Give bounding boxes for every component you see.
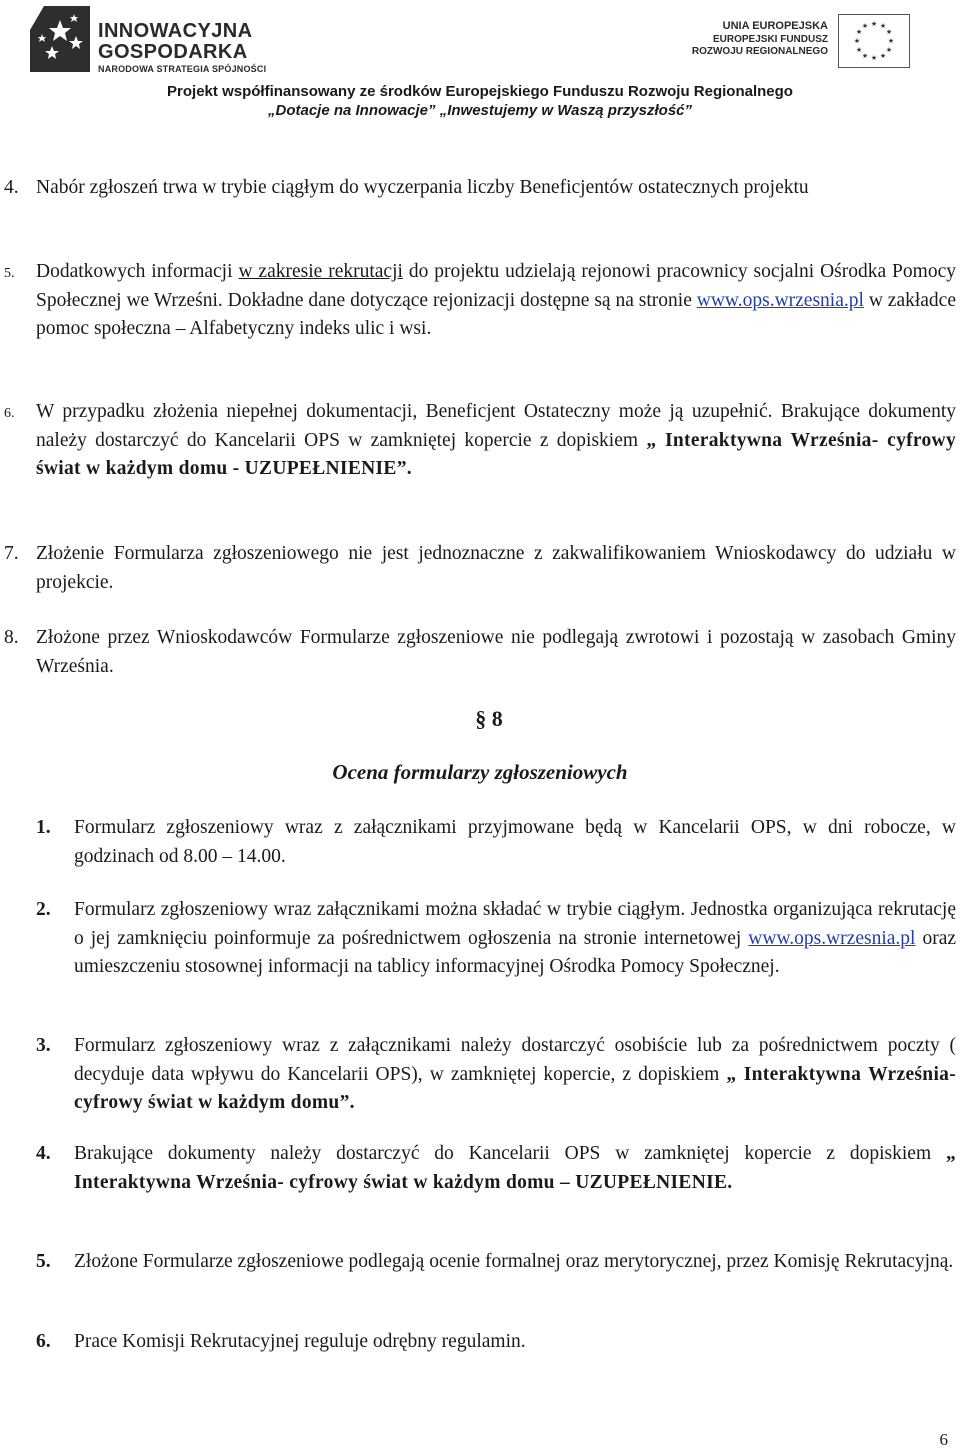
list-item-text: Prace Komisji Rekrutacyjnej reguluje odrębny regulamin. — [74, 1331, 526, 1352]
list-item-number: 3. — [36, 1035, 51, 1056]
list-item — [4, 258, 956, 344]
logo-line-1: INNOWACYJNA — [98, 20, 253, 42]
list-item — [36, 814, 956, 871]
list-item — [36, 1140, 956, 1197]
svg-text:★: ★ — [855, 28, 863, 36]
bold-annotation: „ Interaktywna Września- cyfrowy świat w każdym domu - UZUPEŁNIENIE”. — [36, 429, 956, 479]
svg-text:★: ★ — [885, 46, 893, 54]
list-item-number: 1. — [36, 817, 51, 838]
section-title: Ocena formularzy zgłoszeniowych — [332, 760, 628, 784]
list-item-number: 5. — [36, 1251, 51, 1272]
list-item-number: 5. — [4, 266, 15, 281]
list-item-text: Brakujące dokumenty należy dostarczyć do Kancelarii OPS w zamkniętej kopercie z dopiskiem „ Interaktywna Września- cyfrowy świat w każdym domu – UZUPEŁNIENIE. — [74, 1143, 956, 1193]
project-slogan-line: „Dotacje na Innowacje” „Inwestujemy w Waszą przyszłość” — [267, 102, 693, 119]
list-item-number: 4. — [4, 177, 19, 198]
list-item-text: Formularz zgłoszeniowy wraz załącznikami można składać w trybie ciągłym. Jednostka organizująca rekrutację o jej zamknięciu poinformuje za pośrednictwem ogłoszenia na stronie internetowej www.ops.wrzesnia.pl oraz umieszczeniu stosownej informacji na tablicy informacyjnej Ośrodka Pomocy Społecznej. — [74, 899, 957, 977]
list-item-text: Złożone Formularze zgłoszeniowe podlegają ocenie formalnej oraz merytorycznej, przez Komisję Rekrutacyjną. — [74, 1251, 954, 1272]
list-item-number: 4. — [36, 1143, 51, 1164]
svg-text:★: ★ — [887, 37, 895, 45]
logo-line-2: GOSPODARKA — [98, 41, 248, 63]
eu-logo-line-1: UNIA EUROPEJSKA — [722, 20, 828, 32]
star-cluster-logo-icon — [30, 6, 92, 72]
eu-flag-icon — [838, 14, 910, 68]
list-item — [36, 1248, 956, 1277]
section-paragraph-mark: § 8 — [475, 706, 503, 731]
svg-text:★: ★ — [870, 54, 878, 62]
svg-text:★: ★ — [885, 28, 893, 36]
svg-text:★: ★ — [861, 52, 869, 60]
list-item-text: Nabór zgłoszeń trwa w trybie ciągłym do wyczerpania liczby Beneficjentów ostatecznych projektu — [36, 177, 809, 198]
svg-text:★: ★ — [870, 20, 878, 28]
eu-logo-line-2: EUROPEJSKI FUNDUSZ — [712, 34, 828, 45]
list-item — [4, 174, 956, 203]
logo-line-3: NARODOWA STRATEGIA SPÓJNOŚCI — [98, 64, 267, 74]
list-item-number: 7. — [4, 543, 19, 564]
list-item-number: 8. — [4, 627, 19, 648]
list-item-number: 6. — [4, 406, 15, 421]
eu-logo-line-3: ROZWOJU REGIONALNEGO — [691, 46, 828, 57]
svg-text:★: ★ — [853, 37, 861, 45]
bold-annotation: „ Interaktywna Września- cyfrowy świat w każdym domu”. — [74, 1063, 957, 1113]
list-item — [4, 398, 956, 484]
ops-website-link[interactable]: www.ops.wrzesnia.pl — [748, 927, 916, 949]
list-item-text: Formularz zgłoszeniowy wraz z załącznikami przyjmowane będą w Kancelarii OPS, w dni robocze, w godzinach od 8.00 – 14.00. — [74, 817, 956, 867]
innowacyjna-gospodarka-logo — [30, 6, 280, 72]
list-item-text: Dodatkowych informacji w zakresie rekrutacji do projektu udzielają rejonowi pracownicy socjalni Ośrodka Pomocy Społecznej we Wrześni. Dokładne dane dotyczące rejonizacji dostępne są na stronie www.ops.wrzesnia.pl w zakładce pomoc społeczna – Alfabetyczny indeks ulic i wsi. — [36, 261, 956, 339]
list-item — [4, 624, 956, 681]
list-item-text: W przypadku złożenia niepełnej dokumentacji, Beneficjent Ostateczny może ją uzupełnić. Brakujące dokumenty należy dostarczyć do Kancelarii OPS w zamkniętej kopercie z dopiskiem „ Interaktywna Września- cyfrowy świat w każdym domu - UZUPEŁNIENIE”. — [36, 401, 956, 479]
svg-text:★: ★ — [861, 22, 869, 30]
list-item-number: 2. — [36, 899, 51, 920]
ops-website-link[interactable]: www.ops.wrzesnia.pl — [696, 289, 864, 311]
svg-text:★: ★ — [855, 46, 863, 54]
list-item-number: 6. — [36, 1331, 51, 1352]
bold-annotation: „ Interaktywna Września- cyfrowy świat w każdym domu – UZUPEŁNIENIE. — [74, 1143, 956, 1193]
project-cofinancing-line: Projekt współfinansowany ze środków Europejskiego Funduszu Rozwoju Regionalnego — [167, 83, 793, 100]
list-item-text: Formularz zgłoszeniowy wraz z załącznikami należy dostarczyć osobiście lub za pośrednictwem poczty ( decyduje data wpływu do Kancelarii OPS), w zamkniętej kopercie, z dopiskiem „ Interaktywna Września- cyfrowy świat w każdym domu”. — [74, 1035, 957, 1113]
page-number: 6 — [939, 1430, 948, 1449]
svg-text:★: ★ — [879, 52, 887, 60]
list-item — [36, 1328, 956, 1357]
list-item — [36, 1032, 957, 1118]
list-item-text: Złożenie Formularza zgłoszeniowego nie jest jednoznaczne z zakwalifikowaniem Wnioskodawcy do udziału w projekcie. — [36, 543, 956, 593]
page-header — [0, 0, 960, 140]
list-item — [36, 896, 957, 982]
eu-logo — [691, 12, 920, 72]
svg-text:★: ★ — [879, 22, 887, 30]
list-item-text: Złożone przez Wnioskodawców Formularze zgłoszeniowe nie podlegają zwrotowi i pozostają w zasobach Gminy Września. — [36, 627, 956, 677]
list-item — [4, 540, 956, 597]
underlined-phrase: w zakresie rekrutacji — [238, 261, 403, 282]
